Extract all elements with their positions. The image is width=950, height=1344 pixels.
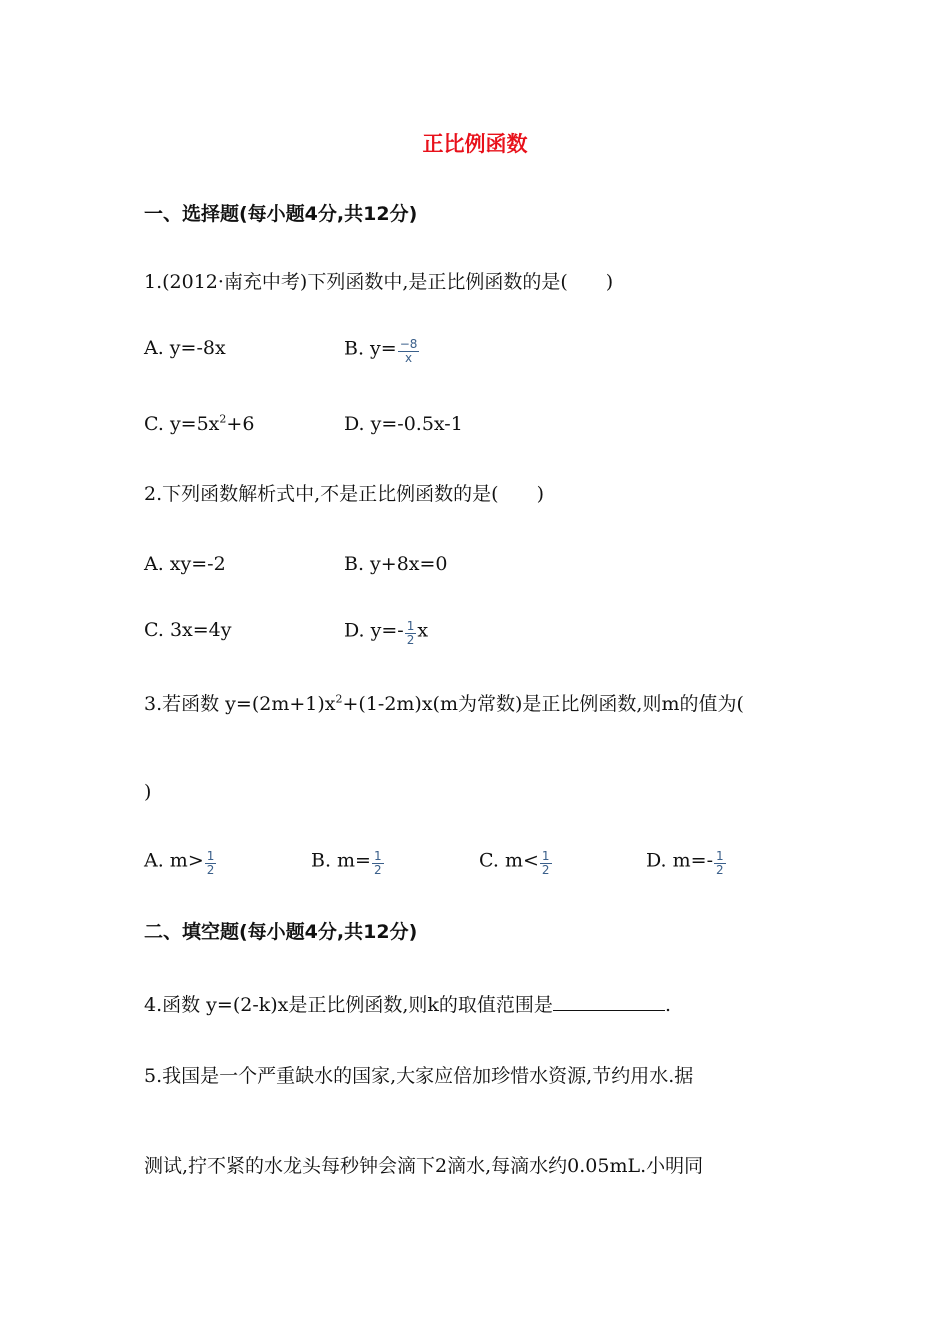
q1-option-c-exponent: 2 xyxy=(219,412,227,426)
fraction-numerator: −8 xyxy=(399,337,418,351)
page-title: 正比例函数 xyxy=(422,132,528,156)
q2-option-c: C. 3x=4y xyxy=(144,619,232,641)
q3-option-a-fraction xyxy=(205,850,217,877)
q3-option-b-prefix: B. m= xyxy=(311,849,371,872)
q1-option-c-prefix: C. y=5x xyxy=(144,413,220,435)
fraction-denominator: 2 xyxy=(541,863,550,877)
q3-option-d-fraction xyxy=(714,850,726,877)
q1-option-b-fraction xyxy=(398,338,420,365)
q1-option-d: D. y=-0.5x-1 xyxy=(344,413,463,435)
q3-option-d xyxy=(646,848,727,875)
q2-option-a: A. xy=-2 xyxy=(144,553,226,575)
section-heading-choice: 一、选择题(每小题4分,共12分) xyxy=(144,203,418,225)
fraction-numerator: 1 xyxy=(716,849,724,863)
fraction-numerator: 1 xyxy=(406,619,415,633)
q3-stem-part1: 3.若函数 y=(2m+1)x xyxy=(144,693,336,715)
fraction-denominator: 2 xyxy=(716,863,724,877)
q3-option-a xyxy=(144,848,217,875)
q1-option-a: A. y=-8x xyxy=(144,337,226,359)
question-2-stem: 2.下列函数解析式中,不是正比例函数的是( ) xyxy=(144,483,544,505)
q3-option-b-fraction xyxy=(372,850,384,877)
fraction-numerator: 1 xyxy=(206,849,215,863)
q2-option-d-suffix: x xyxy=(417,619,429,642)
section-heading-fill: 二、填空题(每小题4分,共12分) xyxy=(144,921,418,943)
q1-option-c xyxy=(144,412,254,436)
fraction-numerator: 1 xyxy=(373,849,382,863)
q3-option-d-prefix: D. m=- xyxy=(646,849,713,872)
q3-option-b xyxy=(311,848,385,875)
fraction-denominator: 2 xyxy=(406,633,415,647)
q1-option-b xyxy=(344,336,420,363)
q2-option-d xyxy=(344,618,428,645)
q3-option-c-fraction xyxy=(540,850,552,877)
q3-stem-part2: +(1-2m)x(m为常数)是正比例函数,则m的值为( xyxy=(342,693,744,715)
q2-option-d-prefix: D. y=- xyxy=(344,619,404,642)
q2-option-d-fraction xyxy=(405,620,417,647)
question-1-stem: 1.(2012·南充中考)下列函数中,是正比例函数的是( ) xyxy=(144,271,614,293)
question-5-line-1: 5.我国是一个严重缺水的国家,大家应倍加珍惜水资源,节约用水.据 xyxy=(144,1065,694,1087)
fraction-denominator: x xyxy=(405,351,413,365)
answer-blank[interactable] xyxy=(553,992,665,1011)
q1-option-c-suffix: +6 xyxy=(226,413,255,435)
q4-stem-end: . xyxy=(664,994,671,1016)
q3-option-a-prefix: A. m> xyxy=(144,849,204,872)
q2-option-b: B. y+8x=0 xyxy=(344,553,448,575)
fraction-numerator: 1 xyxy=(541,849,550,863)
q3-stem-exponent: 2 xyxy=(335,692,343,706)
q1-option-b-prefix: B. y= xyxy=(344,337,397,360)
q3-option-c-prefix: C. m< xyxy=(479,849,539,872)
question-3-stem-continued: ) xyxy=(144,781,152,803)
question-4-stem xyxy=(144,992,671,1017)
fraction-denominator: 2 xyxy=(373,863,382,877)
question-5-line-2: 测试,拧不紧的水龙头每秒钟会滴下2滴水,每滴水约0.05mL.小明同 xyxy=(144,1155,704,1177)
q4-stem-text: 4.函数 y=(2-k)x是正比例函数,则k的取值范围是 xyxy=(144,994,553,1016)
q3-option-c xyxy=(479,848,553,875)
fraction-denominator: 2 xyxy=(206,863,215,877)
question-3-stem xyxy=(144,692,744,716)
